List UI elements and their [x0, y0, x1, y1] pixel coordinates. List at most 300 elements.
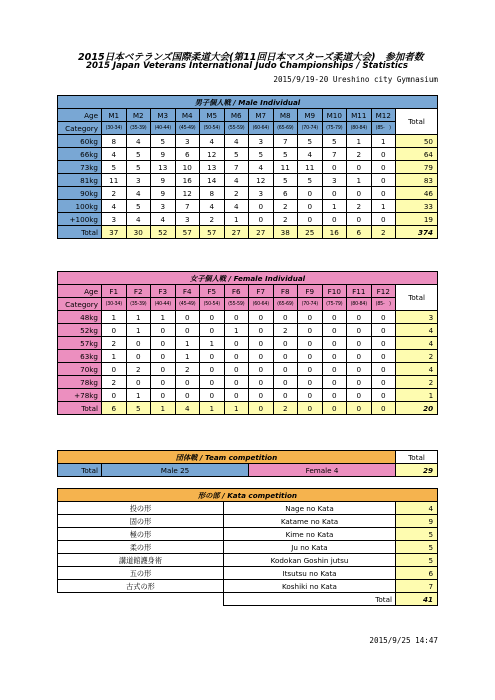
kata-name-jp: 固の形	[58, 515, 224, 528]
male-age-range: (75-79)	[322, 122, 347, 135]
male-cell: 0	[371, 161, 396, 174]
male-cell: 12	[200, 148, 225, 161]
female-column-total: 0	[322, 402, 347, 415]
male-cell: 3	[249, 187, 274, 200]
female-cell: 1	[102, 350, 127, 363]
table-row	[58, 554, 438, 567]
female-cell: 1	[126, 324, 151, 337]
female-cell: 0	[322, 324, 347, 337]
page-title-en: 2015 Japan Veterans International Judo Championships / Statistics	[86, 61, 408, 71]
female-cell: 0	[151, 337, 176, 350]
female-age-range: (50-54)	[200, 298, 225, 311]
female-age-range: (75-79)	[322, 298, 347, 311]
male-cell: 11	[102, 174, 127, 187]
female-cell: 0	[371, 324, 396, 337]
male-cell: 0	[322, 161, 347, 174]
male-cell: 12	[175, 187, 200, 200]
table-row	[58, 580, 438, 593]
male-age-range: (45-49)	[175, 122, 200, 135]
table-row	[58, 389, 438, 402]
female-column-total: 5	[126, 402, 151, 415]
male-cell: 16	[175, 174, 200, 187]
male-cell: 4	[298, 148, 323, 161]
female-cell: 0	[151, 350, 176, 363]
kata-name-jp: 投の形	[58, 502, 224, 515]
male-column-total: 2	[371, 226, 396, 239]
male-cell: 5	[298, 174, 323, 187]
kata-name-en: Kime no Kata	[224, 528, 396, 541]
male-cell: 7	[224, 161, 249, 174]
female-cell: 0	[371, 350, 396, 363]
male-totals-label: Total	[58, 226, 102, 239]
female-cell: 1	[126, 389, 151, 402]
table-row	[58, 528, 438, 541]
male-cell: 0	[298, 187, 323, 200]
female-age-range: (80-84)	[347, 298, 372, 311]
table-row	[58, 350, 438, 363]
male-row-total: 64	[396, 148, 438, 161]
table-row	[58, 200, 438, 213]
team-heading: 団体戦 / Team competition	[58, 451, 396, 464]
female-cell: 0	[151, 376, 176, 389]
female-cell: 0	[102, 389, 127, 402]
female-cell: 0	[273, 389, 298, 402]
table-row	[58, 148, 438, 161]
kata-name-en: Kodokan Goshin jutsu	[224, 554, 396, 567]
female-cell: 0	[224, 389, 249, 402]
female-column-total: 2	[273, 402, 298, 415]
male-cell: 0	[371, 187, 396, 200]
male-cell: 9	[151, 187, 176, 200]
female-cell: 1	[224, 324, 249, 337]
table-row	[58, 187, 438, 200]
male-cell: 1	[322, 200, 347, 213]
female-col-header: F1	[102, 285, 127, 298]
female-weight-class: 63kg	[58, 350, 102, 363]
female-cell: 0	[273, 337, 298, 350]
team-competition-table	[57, 450, 438, 477]
female-cell: 0	[273, 376, 298, 389]
female-weight-class: 70kg	[58, 363, 102, 376]
male-row-total: 19	[396, 213, 438, 226]
male-col-header: M1	[102, 109, 127, 122]
kata-count: 5	[396, 541, 438, 554]
female-col-header: F12	[371, 285, 396, 298]
female-weight-class: 78kg	[58, 376, 102, 389]
female-age-range: (55-59)	[224, 298, 249, 311]
female-column-total: 0	[298, 402, 323, 415]
female-age-row	[58, 285, 438, 298]
female-cell: 0	[175, 324, 200, 337]
female-cell: 1	[126, 311, 151, 324]
kata-count: 5	[396, 528, 438, 541]
female-cell: 0	[224, 337, 249, 350]
male-column-total: 16	[322, 226, 347, 239]
kata-name-jp: 古式の形	[58, 580, 224, 593]
female-cell: 2	[175, 363, 200, 376]
female-col-header: F3	[151, 285, 176, 298]
male-row-total: 83	[396, 174, 438, 187]
female-column-total: 1	[200, 402, 225, 415]
male-cell: 1	[347, 174, 372, 187]
female-cell: 0	[249, 389, 274, 402]
female-col-header: F4	[175, 285, 200, 298]
male-column-total: 25	[298, 226, 323, 239]
male-weight-class: 81kg	[58, 174, 102, 187]
male-cell: 0	[249, 213, 274, 226]
male-cell: 4	[102, 200, 127, 213]
female-cell: 0	[322, 376, 347, 389]
male-col-header: M7	[249, 109, 274, 122]
male-column-total: 27	[224, 226, 249, 239]
kata-name-jp: 極の形	[58, 528, 224, 541]
male-cell: 5	[126, 161, 151, 174]
female-cell: 0	[298, 389, 323, 402]
female-cell: 1	[200, 337, 225, 350]
kata-heading: 形の部 / Kata competition	[58, 489, 438, 502]
female-cell: 0	[175, 311, 200, 324]
female-cell: 0	[200, 311, 225, 324]
male-column-total: 6	[347, 226, 372, 239]
male-col-header: M11	[347, 109, 372, 122]
male-row-total: 46	[396, 187, 438, 200]
female-cell: 0	[273, 311, 298, 324]
male-totals-row	[58, 226, 438, 239]
male-column-total: 57	[175, 226, 200, 239]
male-weight-class: 60kg	[58, 135, 102, 148]
male-cell: 4	[126, 213, 151, 226]
table-row	[58, 174, 438, 187]
female-col-header: F6	[224, 285, 249, 298]
female-heading: 女子個人戦 / Female Individual	[58, 272, 438, 285]
female-cell: 0	[249, 376, 274, 389]
table-row	[58, 376, 438, 389]
female-cell: 0	[347, 389, 372, 402]
female-heading-row	[58, 272, 438, 285]
female-cell: 0	[200, 376, 225, 389]
male-row-total: 33	[396, 200, 438, 213]
female-cell: 0	[298, 311, 323, 324]
female-row-total: 4	[396, 324, 438, 337]
female-cell: 0	[175, 376, 200, 389]
male-cell: 0	[298, 200, 323, 213]
kata-count: 6	[396, 567, 438, 580]
female-weight-class: 48kg	[58, 311, 102, 324]
kata-competition-table	[57, 488, 438, 606]
female-cell: 0	[298, 324, 323, 337]
male-cell: 5	[151, 135, 176, 148]
female-cell: 0	[151, 363, 176, 376]
female-cell: 0	[102, 324, 127, 337]
male-heading-row	[58, 96, 438, 109]
male-cell: 14	[200, 174, 225, 187]
male-cell: 3	[249, 135, 274, 148]
female-cell: 0	[249, 337, 274, 350]
male-cell: 5	[102, 161, 127, 174]
female-age-range: (65-69)	[273, 298, 298, 311]
table-row	[58, 161, 438, 174]
male-cell: 4	[126, 135, 151, 148]
male-heading: 男子個人戦 / Male Individual	[58, 96, 438, 109]
female-cell: 2	[102, 376, 127, 389]
female-cell: 0	[200, 350, 225, 363]
female-cell: 0	[126, 376, 151, 389]
male-cell: 8	[102, 135, 127, 148]
female-cell: 0	[298, 337, 323, 350]
female-total-header: Total	[396, 285, 438, 311]
female-cell: 0	[371, 311, 396, 324]
female-individual-table	[57, 271, 438, 415]
male-cell: 1	[347, 135, 372, 148]
male-cell: 5	[273, 148, 298, 161]
page-title-jp: 2015日本ベテランズ国際柔道大会(第11回日本マスターズ柔道大会) 参加者数	[78, 52, 424, 63]
male-cell: 4	[200, 200, 225, 213]
male-age-range: (80-84)	[347, 122, 372, 135]
female-col-header: F10	[322, 285, 347, 298]
male-cell: 3	[175, 135, 200, 148]
female-column-total: 0	[249, 402, 274, 415]
male-age-range: (40-44)	[151, 122, 176, 135]
table-row	[58, 363, 438, 376]
male-cell: 3	[322, 174, 347, 187]
male-col-header: M12	[371, 109, 396, 122]
female-row-total: 2	[396, 350, 438, 363]
female-cell: 0	[347, 350, 372, 363]
male-individual-table	[57, 95, 438, 239]
male-cell: 7	[273, 135, 298, 148]
female-column-total: 6	[102, 402, 127, 415]
male-cell: 4	[126, 187, 151, 200]
male-column-total: 38	[273, 226, 298, 239]
male-grand-total: 374	[396, 226, 438, 239]
female-age-range: (45-49)	[175, 298, 200, 311]
female-cell: 0	[200, 324, 225, 337]
male-weight-class: 66kg	[58, 148, 102, 161]
female-cell: 0	[175, 389, 200, 402]
male-cell: 6	[273, 187, 298, 200]
male-col-header: M9	[298, 109, 323, 122]
kata-total-row	[58, 593, 438, 606]
table-row	[58, 515, 438, 528]
male-cell: 11	[273, 161, 298, 174]
male-col-header: M8	[273, 109, 298, 122]
male-cell: 4	[224, 200, 249, 213]
female-cell: 1	[102, 311, 127, 324]
male-cell: 11	[298, 161, 323, 174]
female-age-label: Age	[58, 285, 102, 298]
male-age-range: (50-54)	[200, 122, 225, 135]
print-timestamp: 2015/9/25 14:47	[369, 636, 438, 645]
male-col-header: M4	[175, 109, 200, 122]
female-cell: 0	[224, 350, 249, 363]
kata-count: 5	[396, 554, 438, 567]
female-age-range: (70-74)	[298, 298, 323, 311]
female-cell: 0	[126, 337, 151, 350]
table-row	[58, 541, 438, 554]
male-column-total: 57	[200, 226, 225, 239]
female-column-total: 0	[371, 402, 396, 415]
team-male-count: Male 25	[102, 464, 249, 477]
male-cell: 2	[200, 213, 225, 226]
male-cell: 9	[151, 174, 176, 187]
female-cell: 0	[224, 311, 249, 324]
male-cell: 7	[175, 200, 200, 213]
female-cell: 0	[347, 324, 372, 337]
male-cell: 13	[151, 161, 176, 174]
table-row	[58, 502, 438, 515]
male-cell: 5	[249, 148, 274, 161]
male-cell: 1	[371, 200, 396, 213]
female-cell: 0	[151, 389, 176, 402]
kata-name-jp: 講道館護身術	[58, 554, 224, 567]
female-col-header: F7	[249, 285, 274, 298]
male-cell: 5	[126, 200, 151, 213]
female-cell: 1	[175, 337, 200, 350]
male-cell: 3	[151, 200, 176, 213]
female-cell: 0	[126, 350, 151, 363]
male-cell: 9	[151, 148, 176, 161]
male-cell: 10	[175, 161, 200, 174]
female-cell: 1	[175, 350, 200, 363]
male-age-range: (60-64)	[249, 122, 274, 135]
male-cell: 0	[298, 213, 323, 226]
female-cell: 0	[322, 311, 347, 324]
male-cell: 4	[151, 213, 176, 226]
male-cell: 4	[224, 174, 249, 187]
kata-total-spacer	[58, 593, 224, 606]
female-cell: 0	[322, 337, 347, 350]
male-column-total: 30	[126, 226, 151, 239]
male-col-header: M2	[126, 109, 151, 122]
female-cell: 0	[249, 363, 274, 376]
female-row-total: 3	[396, 311, 438, 324]
female-weight-class: +78kg	[58, 389, 102, 402]
female-age-range: (40-44)	[151, 298, 176, 311]
kata-name-en: Nage no Kata	[224, 502, 396, 515]
female-cell: 0	[298, 376, 323, 389]
kata-name-en: Katame no Kata	[224, 515, 396, 528]
male-cell: 5	[224, 148, 249, 161]
team-row-label: Total	[58, 464, 102, 477]
female-cell: 2	[102, 337, 127, 350]
female-cell: 0	[249, 350, 274, 363]
kata-count: 7	[396, 580, 438, 593]
female-cell: 0	[102, 363, 127, 376]
male-age-range: (85- )	[371, 122, 396, 135]
female-col-header: F11	[347, 285, 372, 298]
male-age-range: (30-34)	[102, 122, 127, 135]
female-row-total: 1	[396, 389, 438, 402]
female-cell: 0	[298, 350, 323, 363]
female-col-header: F2	[126, 285, 151, 298]
male-age-range: (70-74)	[298, 122, 323, 135]
male-cell: 2	[224, 187, 249, 200]
female-category-row	[58, 298, 438, 311]
female-age-range: (85- )	[371, 298, 396, 311]
female-row-total: 4	[396, 363, 438, 376]
female-cell: 0	[273, 350, 298, 363]
kata-grand-total: 41	[396, 593, 438, 606]
female-cell: 0	[371, 376, 396, 389]
table-row	[58, 135, 438, 148]
male-column-total: 52	[151, 226, 176, 239]
male-col-header: M3	[151, 109, 176, 122]
male-cell: 7	[322, 148, 347, 161]
male-cell: 1	[371, 135, 396, 148]
male-weight-class: 90kg	[58, 187, 102, 200]
female-weight-class: 57kg	[58, 337, 102, 350]
male-cell: 5	[126, 148, 151, 161]
male-cell: 2	[273, 200, 298, 213]
male-weight-class: +100kg	[58, 213, 102, 226]
male-cell: 6	[175, 148, 200, 161]
female-age-range: (60-64)	[249, 298, 274, 311]
male-cell: 0	[322, 213, 347, 226]
male-cell: 5	[273, 174, 298, 187]
male-cell: 2	[273, 213, 298, 226]
female-cell: 0	[200, 389, 225, 402]
male-cell: 4	[200, 135, 225, 148]
male-cell: 3	[102, 213, 127, 226]
female-cell: 0	[347, 363, 372, 376]
male-col-header: M5	[200, 109, 225, 122]
kata-count: 4	[396, 502, 438, 515]
female-cell: 2	[126, 363, 151, 376]
female-totals-row	[58, 402, 438, 415]
team-female-count: Female 4	[249, 464, 396, 477]
male-cell: 2	[347, 148, 372, 161]
female-col-header: F8	[273, 285, 298, 298]
female-cell: 0	[371, 389, 396, 402]
female-weight-class: 52kg	[58, 324, 102, 337]
kata-total-label: Total	[224, 593, 396, 606]
female-cell: 0	[322, 363, 347, 376]
male-age-range: (35-39)	[126, 122, 151, 135]
female-age-range: (35-39)	[126, 298, 151, 311]
male-cell: 0	[347, 187, 372, 200]
venue-date: 2015/9/19-20 Ureshino city Gymnasium	[273, 75, 438, 84]
male-col-header: M10	[322, 109, 347, 122]
male-cell: 0	[347, 213, 372, 226]
table-row	[58, 324, 438, 337]
female-cell: 0	[224, 376, 249, 389]
male-cell: 0	[249, 200, 274, 213]
male-category-row	[58, 122, 438, 135]
female-grand-total: 20	[396, 402, 438, 415]
female-cell: 0	[249, 324, 274, 337]
kata-name-en: Itsutsu no Kata	[224, 567, 396, 580]
kata-name-en: Koshiki no Kata	[224, 580, 396, 593]
female-cell: 0	[224, 363, 249, 376]
female-cell: 0	[347, 311, 372, 324]
male-column-total: 37	[102, 226, 127, 239]
female-cell: 0	[371, 337, 396, 350]
male-cell: 4	[224, 135, 249, 148]
female-column-total: 0	[347, 402, 372, 415]
male-row-total: 50	[396, 135, 438, 148]
female-cell: 0	[371, 363, 396, 376]
female-cell: 0	[200, 363, 225, 376]
kata-name-jp: 五の形	[58, 567, 224, 580]
male-cell: 0	[371, 174, 396, 187]
male-cell: 12	[249, 174, 274, 187]
female-category-label: Category	[58, 298, 102, 311]
male-cell: 0	[371, 213, 396, 226]
kata-name-en: Ju no Kata	[224, 541, 396, 554]
male-weight-class: 100kg	[58, 200, 102, 213]
team-total-label: Total	[396, 451, 438, 464]
female-totals-label: Total	[58, 402, 102, 415]
